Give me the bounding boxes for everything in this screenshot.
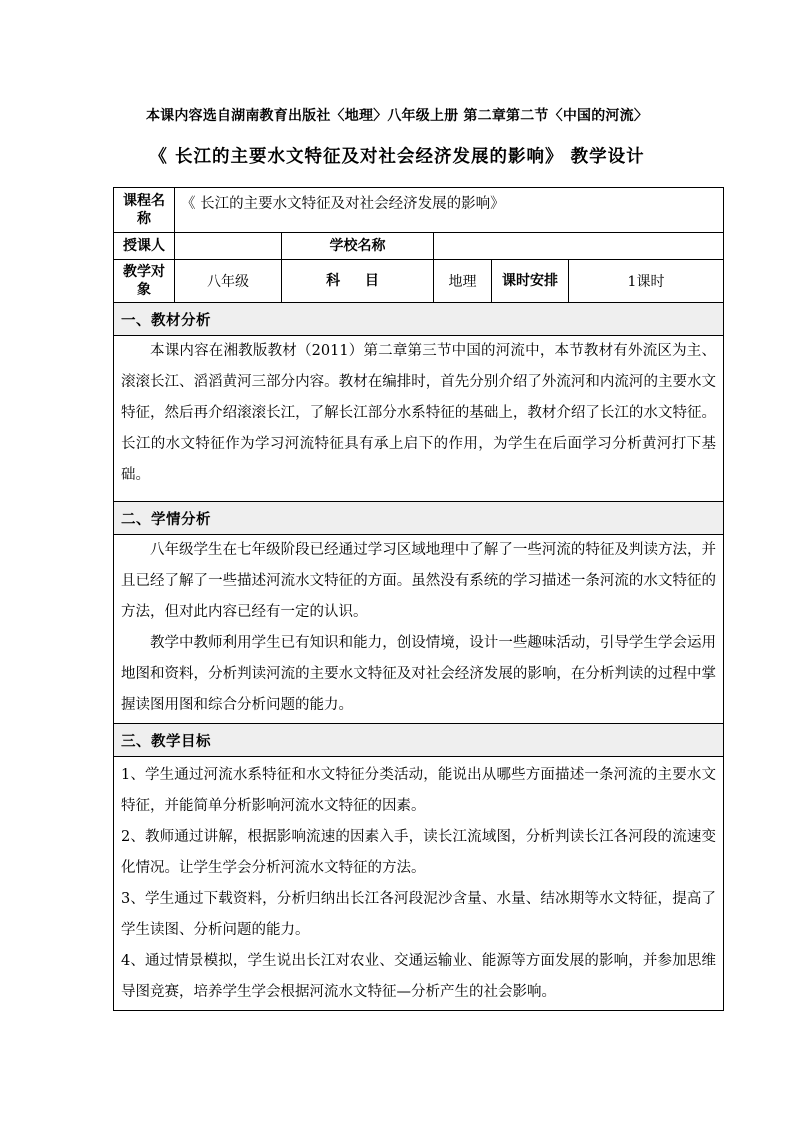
source-note: 本课内容选自湖南教育出版社〈地理〉八年级上册 第二章第二节〈中国的河流〉 — [145, 108, 649, 124]
teacher-row — [114, 233, 723, 260]
course-name-value: 《 长江的主要水文特征及对社会经济发展的影响》 — [181, 196, 505, 212]
schedule-value: 1课时 — [627, 274, 665, 290]
goals-section — [114, 724, 723, 1010]
target-label: 教学对象 — [114, 260, 175, 302]
subject-value: 地理 — [434, 260, 492, 302]
goal-item-3: 3、学生通过下载资料，分析归纳出长江各河段泥沙含量、水量、结冰期等水文特征，提高了学生读图、分析问题的能力。 — [121, 891, 716, 938]
analysis-section — [114, 303, 723, 502]
analysis-heading: 一、教材分析 — [114, 303, 723, 335]
goals-heading: 三、教学目标 — [114, 724, 723, 756]
teacher-label: 授课人 — [114, 233, 175, 259]
course-name-label: 课程名称 — [114, 188, 175, 232]
students-heading: 二、学情分析 — [114, 502, 723, 534]
teacher-value — [175, 233, 282, 259]
school-label: 学校名称 — [282, 233, 434, 259]
analysis-paragraph: 本课内容在湘教版教材（2011）第二章第三节中国的河流中，本节教材有外流区为主、滚滚长江、滔滔黄河三部分内容。教材在编排时，首先分别介绍了外流河和内流河的主要水文特征，然后再介绍滚滚长江，了解长江部分水系特征的基础上，教材介绍了长江的水文特征。长江的水文特征作为学习河流特征具有承上启下的作用，为学生在后面学习分析黄河打下基础。 — [121, 343, 716, 483]
goal-item-4: 4、通过情景模拟，学生说出长江对农业、交通运输业、能源等方面发展的影响，并参加思维导图竞赛，培养学生学会根据河流水文特征—分析产生的社会影响。 — [121, 953, 716, 1000]
goal-item-2: 2、教师通过讲解，根据影响流速的因素入手，读长江流域图，分析判读长江各河段的流速变化情况。让学生学会分析河流水文特征的方法。 — [121, 829, 716, 876]
lesson-plan-table — [113, 187, 724, 1011]
schedule-label: 课时安排 — [492, 260, 569, 302]
goals-body — [114, 756, 723, 1010]
subject-label: 科 目 — [282, 260, 434, 302]
document-title: 《 长江的主要水文特征及对社会经济发展的影响》 教学设计 — [149, 147, 645, 167]
students-section — [114, 502, 723, 724]
target-row — [114, 260, 723, 303]
students-body — [114, 534, 723, 723]
goal-item-1: 1、学生通过河流水系特征和水文特征分类活动，能说出从哪些方面描述一条河流的主要水文特征，并能简单分析影响河流水文特征的因素。 — [121, 767, 716, 814]
analysis-body — [114, 335, 723, 501]
students-paragraph-1: 八年级学生在七年级阶段已经通过学习区域地理中了解了一些河流的特征及判读方法，并且已经了解了一些描述河流水文特征的方面。虽然没有系统的学习描述一条河流的水文特征的方法，但对此内容已经有一定的认识。 — [121, 542, 716, 620]
target-value: 八年级 — [175, 260, 282, 302]
course-name-row — [114, 188, 723, 233]
students-paragraph-2: 教学中教师利用学生已有知识和能力，创设情境，设计一些趣味活动，引导学生学会运用地图和资料，分析判读河流的主要水文特征及对社会经济发展的影响，在分析判读的过程中掌握读图用图和综合分析问题的能力。 — [121, 635, 716, 713]
school-value — [434, 233, 723, 259]
